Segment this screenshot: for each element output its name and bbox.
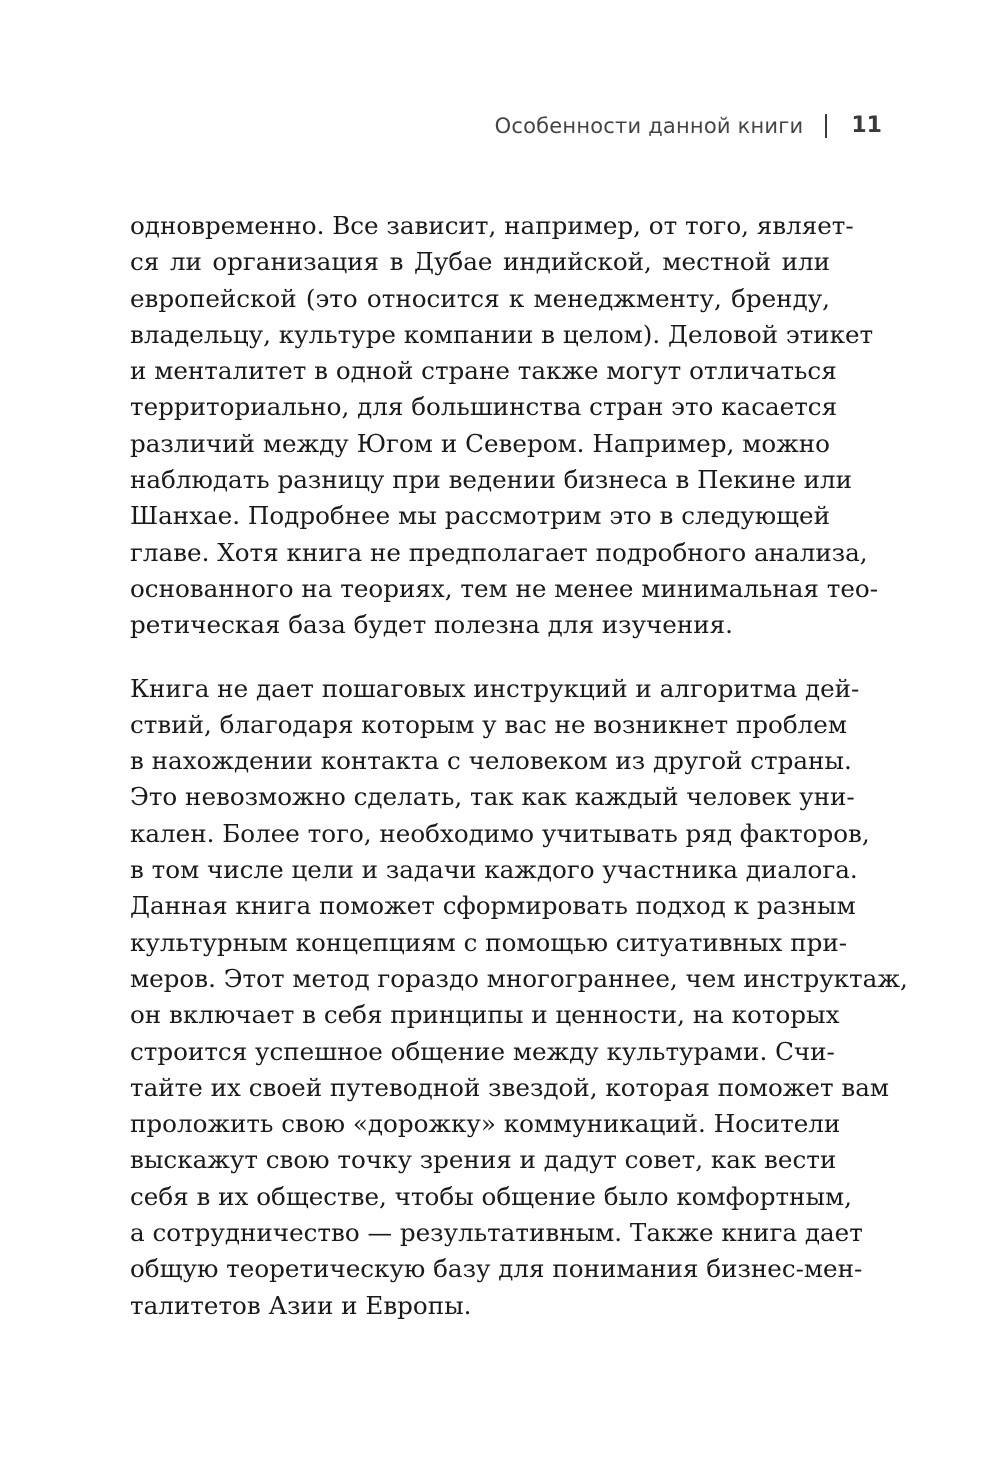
text-line: в нахождении контакта с человеком из другой страны. (130, 746, 852, 776)
text-line: ся ли организация в Дубае индийской, местной или (130, 247, 830, 277)
paragraph-1 (130, 208, 879, 644)
text-line: различий между Югом и Севером. Например, можно (130, 428, 830, 458)
text-line: территориально, для большинства стран это касается (130, 392, 838, 422)
text-line: одновременно. Все зависит, например, от того, являет- (130, 211, 854, 240)
text-line: талитетов Азии и Европы. (130, 1290, 472, 1320)
running-header (495, 113, 882, 138)
text-line: Шанхае. Подробнее мы рассмотрим это в следующей (130, 501, 830, 531)
text-line: кален. Более того, необходимо учитывать ряд факторов, (130, 818, 870, 848)
text-line: европейской (это относится к менеджменту, бренду, (130, 283, 830, 313)
text-line: основанного на теориях, тем не менее минимальная тео- (130, 573, 879, 603)
text-line: владельцу, культуре компании в целом). Деловой этикет (130, 319, 874, 349)
text-line: главе. Хотя книга не предполагает подробного анализа, (130, 537, 868, 567)
paragraph-gap (130, 644, 830, 671)
text-line: Книга не дает пошаговых инструкций и алгоритма дей- (130, 673, 860, 703)
text-line: ствий, благодаря которым у вас не возникнет проблем (130, 709, 847, 739)
text-line: он включает в себя принципы и ценности, на которых (130, 1000, 840, 1030)
text-line: тайте их своей путеводной звездой, которая поможет вам (130, 1072, 890, 1102)
text-line: проложить свою «дорожку» коммуникаций. Носители (130, 1109, 841, 1139)
text-line: строится успешное общение между культурами. Счи- (130, 1036, 835, 1066)
header-divider (825, 114, 827, 138)
text-line: меров. Этот метод гораздо многограннее, чем инструктаж, (130, 963, 908, 993)
text-line: общую теоретическую базу для понимания бизнес-мен- (130, 1254, 863, 1284)
text-line: Данная книга поможет сформировать подход к разным (130, 891, 856, 921)
running-title: Особенности данной книги (494, 113, 804, 138)
page-number: 11 (851, 113, 882, 138)
body-text (130, 208, 908, 1324)
text-line: себя в их обществе, чтобы общение было комфортным, (130, 1181, 852, 1211)
text-line: культурным концепциям с помощью ситуативных при- (130, 927, 848, 957)
text-line: а сотрудничество — результативным. Также книга дает (130, 1218, 863, 1248)
text-line: наблюдать разницу при ведении бизнеса в Пекине или (130, 465, 853, 495)
text-line: ретическая база будет полезна для изучения. (130, 610, 733, 640)
paragraph-2 (130, 671, 908, 1324)
text-line: и менталитет в одной стране также могут отличаться (130, 356, 837, 386)
text-line: Это невозможно сделать, так как каждый человек уни- (130, 782, 855, 812)
text-line: выскажут свою точку зрения и дадут совет, как вести (130, 1145, 837, 1175)
text-line: в том числе цели и задачи каждого участника диалога. (130, 855, 858, 885)
